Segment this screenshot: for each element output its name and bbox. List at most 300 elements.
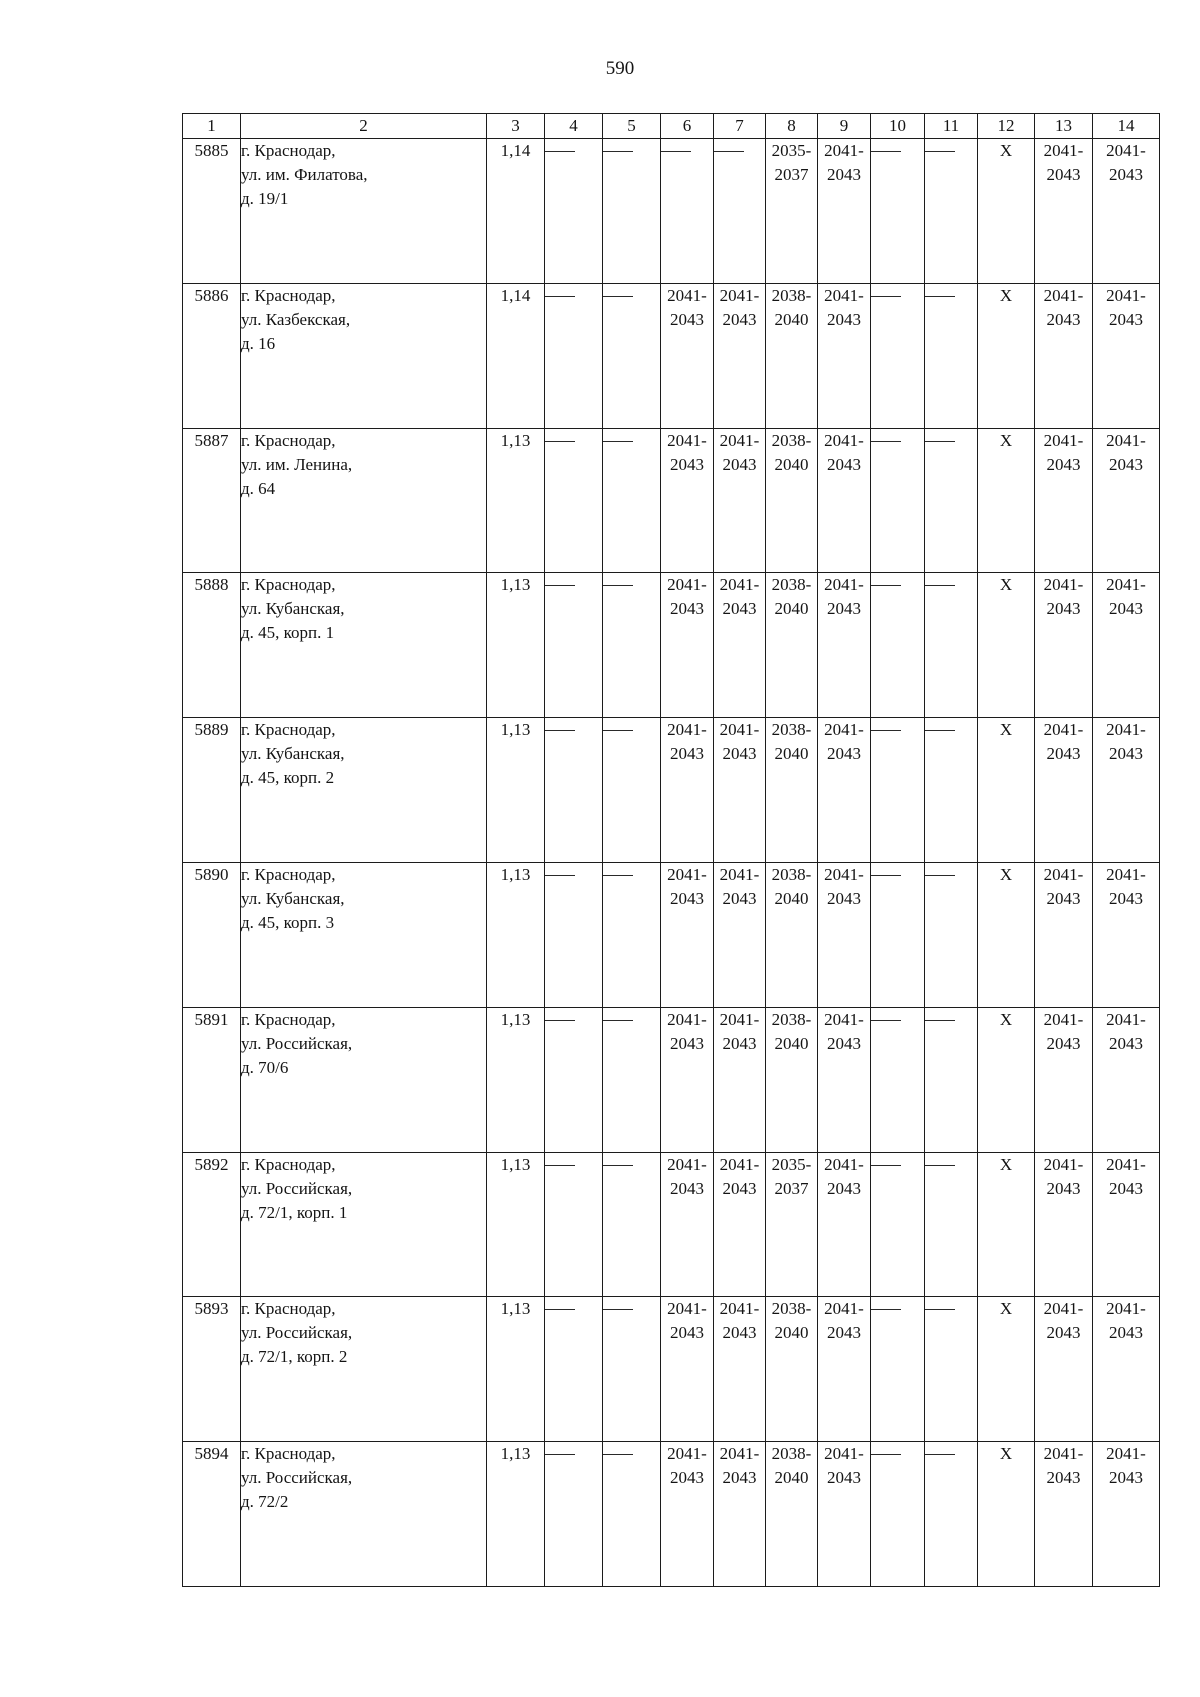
dash-line <box>925 441 955 442</box>
year-range-line: 2038- <box>771 1444 812 1464</box>
year-range-line: 2041- <box>1043 141 1084 160</box>
year-range-line: 2043 <box>1046 1468 1081 1488</box>
cell-col-10 <box>871 862 925 1007</box>
table-row <box>183 139 1160 284</box>
year-range-line: 2041- <box>824 1154 864 1174</box>
year-range-line: 2043 <box>827 454 861 474</box>
cell-col-4 <box>545 1442 603 1587</box>
year-range-line: 2043 <box>1046 599 1081 619</box>
year-range-line: 2038- <box>771 720 812 740</box>
cell-col-7 <box>714 1152 766 1297</box>
dash-mark <box>871 585 924 586</box>
dash-line <box>925 1020 955 1021</box>
cell-col-3 <box>487 718 545 863</box>
dash-mark <box>925 296 977 297</box>
cell-col-3 <box>487 283 545 428</box>
cell-col-9 <box>818 1442 871 1587</box>
cell-col-12 <box>978 573 1035 718</box>
cell-col-10 <box>871 1442 925 1587</box>
year-range-line: 2040 <box>774 1468 809 1488</box>
cell-col-13 <box>1035 428 1093 573</box>
dash-line <box>714 151 744 152</box>
cell-col-11 <box>925 1297 978 1442</box>
x-mark: X <box>999 720 1013 740</box>
cell-col-9 <box>818 139 871 284</box>
year-range-line: 2043 <box>722 599 757 619</box>
dash-mark <box>545 585 602 586</box>
dash-mark <box>545 296 602 297</box>
year-range-line: 2041- <box>1106 575 1146 595</box>
cell-col-8 <box>766 862 818 1007</box>
dash-line <box>603 730 633 731</box>
cell-col-14 <box>1093 1442 1160 1587</box>
dash-mark <box>603 1165 660 1166</box>
x-mark: X <box>999 141 1013 160</box>
dash-line <box>545 1165 575 1166</box>
year-range-line: 2043 <box>722 888 757 908</box>
cell-col-7 <box>714 1297 766 1442</box>
table-row <box>183 283 1160 428</box>
cell-col-11 <box>925 862 978 1007</box>
cell-col-11 <box>925 139 978 284</box>
year-range-line: 2041- <box>1106 720 1146 740</box>
cell-col-4 <box>545 1152 603 1297</box>
cell-col-5 <box>603 718 661 863</box>
cell-col-9 <box>818 573 871 718</box>
column-header-13: 13 <box>1035 114 1093 139</box>
year-range-line: 2043 <box>827 1178 861 1198</box>
cell-col-12 <box>978 718 1035 863</box>
year-range-line: 2043 <box>827 744 861 764</box>
year-range-line: 2041- <box>824 575 864 595</box>
cell-col-7 <box>714 139 766 284</box>
cell-col-10 <box>871 573 925 718</box>
year-range-line: 2040 <box>774 744 809 764</box>
year-range-line: 2038- <box>771 430 812 450</box>
cell-col-11 <box>925 1007 978 1152</box>
dash-mark <box>871 1165 924 1166</box>
year-range-line: 2041- <box>719 1444 760 1464</box>
cell-col-7 <box>714 1442 766 1587</box>
column-header-5: 5 <box>603 114 661 139</box>
address-cell <box>241 862 487 1007</box>
cell-col-8 <box>766 428 818 573</box>
year-range-line: 2041- <box>824 1444 864 1464</box>
cell-col-5 <box>603 139 661 284</box>
cell-col-5 <box>603 862 661 1007</box>
cell-col-13 <box>1035 1297 1093 1442</box>
dash-mark <box>871 296 924 297</box>
dash-line <box>603 875 633 876</box>
dash-mark <box>603 730 660 731</box>
dash-mark <box>545 875 602 876</box>
cell-col-12 <box>978 428 1035 573</box>
year-range-line: 2043 <box>670 309 704 329</box>
address-line: ул. Российская, <box>241 1178 353 1198</box>
dash-mark <box>545 441 602 442</box>
address-line: ул. им. Филатова, <box>241 165 368 184</box>
year-range-line: 2043 <box>1109 1033 1143 1053</box>
cell-col-14 <box>1093 1007 1160 1152</box>
year-range-line: 2043 <box>827 888 861 908</box>
cell-col-6 <box>661 862 714 1007</box>
year-range-line: 2041- <box>1043 864 1084 884</box>
year-range-line: 2041- <box>667 864 707 884</box>
registry-table <box>182 113 1160 1587</box>
cell-col-8 <box>766 283 818 428</box>
cell-col-14 <box>1093 1297 1160 1442</box>
cell-value: 1,13 <box>500 430 531 450</box>
x-mark: X <box>999 864 1013 884</box>
address-line: г. Краснодар, <box>241 1009 336 1029</box>
dash-mark <box>603 585 660 586</box>
dash-mark <box>603 1309 660 1310</box>
cell-col-6 <box>661 718 714 863</box>
dash-line <box>545 1020 575 1021</box>
year-range-line: 2043 <box>1109 454 1143 474</box>
cell-col-4 <box>545 862 603 1007</box>
cell-value: 1,13 <box>500 1444 531 1464</box>
row-number: 5887 <box>183 428 241 573</box>
year-range-line: 2041- <box>824 1009 864 1029</box>
cell-col-5 <box>603 283 661 428</box>
year-range-line: 2041- <box>1043 575 1084 595</box>
year-range-line: 2041- <box>719 1009 760 1029</box>
dash-mark <box>925 1309 977 1310</box>
address-line: ул. Российская, <box>241 1033 353 1053</box>
address-line: д. 45, корп. 2 <box>241 768 335 788</box>
cell-col-7 <box>714 283 766 428</box>
year-range-line: 2043 <box>827 1033 861 1053</box>
year-range-line: 2041- <box>719 430 760 450</box>
year-range-line: 2041- <box>1106 1299 1146 1319</box>
row-number: 5885 <box>183 139 241 284</box>
cell-col-4 <box>545 573 603 718</box>
year-range-line: 2041- <box>667 285 707 305</box>
year-range-line: 2041- <box>1043 1009 1084 1029</box>
address-line: ул. Кубанская, <box>241 744 345 764</box>
dash-line <box>545 1454 575 1455</box>
year-range-line: 2041- <box>719 1154 760 1174</box>
address-line: д. 45, корп. 1 <box>241 623 335 643</box>
cell-col-6 <box>661 139 714 284</box>
cell-col-13 <box>1035 1442 1093 1587</box>
cell-col-12 <box>978 1442 1035 1587</box>
year-range-line: 2041- <box>719 575 760 595</box>
table-row <box>183 1297 1160 1442</box>
year-range-line: 2040 <box>774 599 809 619</box>
year-range-line: 2043 <box>670 1323 704 1343</box>
address-line: г. Краснодар, <box>241 285 336 305</box>
cell-col-7 <box>714 862 766 1007</box>
cell-col-12 <box>978 1007 1035 1152</box>
cell-col-10 <box>871 1152 925 1297</box>
cell-col-7 <box>714 573 766 718</box>
cell-col-5 <box>603 1442 661 1587</box>
address-line: г. Краснодар, <box>241 430 336 450</box>
year-range-line: 2041- <box>824 864 864 884</box>
year-range-line: 2043 <box>670 744 704 764</box>
cell-col-6 <box>661 428 714 573</box>
dash-line <box>871 1309 901 1310</box>
cell-col-10 <box>871 718 925 863</box>
year-range-line: 2043 <box>1109 309 1143 329</box>
cell-col-8 <box>766 1442 818 1587</box>
dash-mark <box>603 296 660 297</box>
dash-line <box>545 585 575 586</box>
year-range-line: 2041- <box>719 1299 760 1319</box>
address-cell <box>241 428 487 573</box>
dash-line <box>925 730 955 731</box>
cell-col-3 <box>487 862 545 1007</box>
cell-col-9 <box>818 1007 871 1152</box>
address-cell <box>241 1007 487 1152</box>
dash-line <box>603 441 633 442</box>
year-range-line: 2041- <box>719 285 760 305</box>
year-range-line: 2041- <box>1106 1154 1146 1174</box>
dash-line <box>925 1454 955 1455</box>
address-line: г. Краснодар, <box>241 575 336 595</box>
year-range-line: 2043 <box>1109 1468 1143 1488</box>
year-range-line: 2043 <box>722 1323 757 1343</box>
cell-col-9 <box>818 862 871 1007</box>
cell-col-5 <box>603 1297 661 1442</box>
dash-mark <box>925 1454 977 1455</box>
address-cell <box>241 1297 487 1442</box>
page-number: 590 <box>605 58 635 79</box>
dash-line <box>871 1020 901 1021</box>
address-line: д. 64 <box>241 478 276 498</box>
year-range-line: 2043 <box>670 1468 704 1488</box>
cell-col-14 <box>1093 718 1160 863</box>
address-line: г. Краснодар, <box>241 720 336 740</box>
dash-line <box>925 296 955 297</box>
year-range-line: 2043 <box>722 744 757 764</box>
year-range-line: 2041- <box>1106 430 1146 450</box>
year-range-line: 2041- <box>824 430 864 450</box>
column-header-7: 7 <box>714 114 766 139</box>
year-range-line: 2041- <box>824 141 864 160</box>
year-range-line: 2041- <box>1043 285 1084 305</box>
year-range-line: 2043 <box>722 454 757 474</box>
year-range-line: 2041- <box>667 1299 707 1319</box>
year-range-line: 2043 <box>1046 1178 1081 1198</box>
address-cell <box>241 283 487 428</box>
dash-mark <box>871 875 924 876</box>
year-range-line: 2038- <box>771 864 812 884</box>
cell-col-7 <box>714 1007 766 1152</box>
year-range-line: 2043 <box>1046 165 1081 184</box>
year-range-line: 2041- <box>824 1299 864 1319</box>
address-cell <box>241 1442 487 1587</box>
cell-col-6 <box>661 283 714 428</box>
year-range-line: 2043 <box>670 888 704 908</box>
dash-line <box>603 1020 633 1021</box>
table-row <box>183 1007 1160 1152</box>
header-row <box>183 114 1160 139</box>
year-range-line: 2041- <box>667 720 707 740</box>
cell-col-4 <box>545 428 603 573</box>
year-range-line: 2038- <box>771 1009 812 1029</box>
year-range-line: 2040 <box>774 309 809 329</box>
dash-mark <box>545 1454 602 1455</box>
cell-col-12 <box>978 1152 1035 1297</box>
cell-col-4 <box>545 283 603 428</box>
address-line: г. Краснодар, <box>241 864 336 884</box>
cell-col-11 <box>925 1442 978 1587</box>
year-range-line: 2043 <box>1109 1323 1143 1343</box>
cell-col-4 <box>545 1297 603 1442</box>
dash-line <box>871 585 901 586</box>
address-line: д. 45, корп. 3 <box>241 912 335 932</box>
dash-line <box>545 1309 575 1310</box>
year-range-line: 2035- <box>771 141 812 160</box>
table-row <box>183 862 1160 1007</box>
cell-col-9 <box>818 1297 871 1442</box>
cell-value: 1,14 <box>500 141 531 160</box>
cell-col-4 <box>545 139 603 284</box>
dash-mark <box>925 875 977 876</box>
cell-col-9 <box>818 283 871 428</box>
x-mark: X <box>999 1009 1013 1029</box>
row-number: 5890 <box>183 862 241 1007</box>
column-header-6: 6 <box>661 114 714 139</box>
x-mark: X <box>999 430 1013 450</box>
cell-col-14 <box>1093 862 1160 1007</box>
cell-col-8 <box>766 1297 818 1442</box>
cell-col-10 <box>871 1297 925 1442</box>
dash-mark <box>545 1309 602 1310</box>
table-row <box>183 573 1160 718</box>
address-cell <box>241 718 487 863</box>
dash-line <box>603 151 633 152</box>
dash-mark <box>925 441 977 442</box>
row-number: 5888 <box>183 573 241 718</box>
dash-line <box>545 730 575 731</box>
year-range-line: 2040 <box>774 888 809 908</box>
address-line: г. Краснодар, <box>241 1299 336 1319</box>
table-body <box>183 139 1160 1587</box>
dash-mark <box>871 1309 924 1310</box>
column-header-12: 12 <box>978 114 1035 139</box>
year-range-line: 2043 <box>1046 1323 1081 1343</box>
year-range-line: 2038- <box>771 575 812 595</box>
cell-value: 1,13 <box>500 1154 531 1174</box>
dash-mark <box>545 730 602 731</box>
cell-col-5 <box>603 1152 661 1297</box>
cell-col-9 <box>818 428 871 573</box>
year-range-line: 2043 <box>722 1178 757 1198</box>
year-range-line: 2041- <box>1106 864 1146 884</box>
cell-col-6 <box>661 1152 714 1297</box>
year-range-line: 2043 <box>722 1468 757 1488</box>
year-range-line: 2043 <box>670 454 704 474</box>
year-range-line: 2043 <box>1109 1178 1143 1198</box>
year-range-line: 2043 <box>827 1323 861 1343</box>
year-range-line: 2040 <box>774 1033 809 1053</box>
table-row <box>183 1152 1160 1297</box>
dash-mark <box>871 1020 924 1021</box>
cell-col-5 <box>603 428 661 573</box>
x-mark: X <box>999 1299 1013 1319</box>
year-range-line: 2041- <box>667 575 707 595</box>
address-cell <box>241 1152 487 1297</box>
year-range-line: 2043 <box>827 165 861 184</box>
column-header-2: 2 <box>241 114 487 139</box>
row-number: 5894 <box>183 1442 241 1587</box>
year-range-line: 2041- <box>1106 285 1146 305</box>
dash-mark <box>925 730 977 731</box>
cell-col-10 <box>871 283 925 428</box>
table-row <box>183 428 1160 573</box>
dash-mark <box>925 151 977 152</box>
address-line: д. 72/1, корп. 2 <box>241 1347 348 1367</box>
address-line: д. 19/1 <box>241 189 289 208</box>
address-line: г. Краснодар, <box>241 1154 336 1174</box>
dash-mark <box>661 151 713 152</box>
dash-mark <box>871 730 924 731</box>
cell-col-10 <box>871 139 925 284</box>
year-range-line: 2043 <box>722 309 757 329</box>
year-range-line: 2041- <box>667 430 707 450</box>
dash-mark <box>925 1165 977 1166</box>
address-cell <box>241 573 487 718</box>
dash-line <box>603 1165 633 1166</box>
cell-col-14 <box>1093 1152 1160 1297</box>
cell-col-8 <box>766 573 818 718</box>
year-range-line: 2043 <box>1046 454 1081 474</box>
year-range-line: 2041- <box>1043 1154 1084 1174</box>
cell-col-6 <box>661 1442 714 1587</box>
year-range-line: 2043 <box>827 599 861 619</box>
year-range-line: 2040 <box>774 1323 809 1343</box>
year-range-line: 2037 <box>774 165 809 184</box>
cell-col-8 <box>766 1152 818 1297</box>
row-number: 5893 <box>183 1297 241 1442</box>
year-range-line: 2038- <box>771 1299 812 1319</box>
cell-col-3 <box>487 1007 545 1152</box>
cell-col-6 <box>661 573 714 718</box>
dash-mark <box>925 1020 977 1021</box>
dash-line <box>871 1165 901 1166</box>
dash-mark <box>603 151 660 152</box>
cell-col-8 <box>766 718 818 863</box>
year-range-line: 2043 <box>1109 744 1143 764</box>
dash-mark <box>603 1020 660 1021</box>
cell-value: 1,13 <box>500 720 531 740</box>
cell-col-14 <box>1093 139 1160 284</box>
column-header-11: 11 <box>925 114 978 139</box>
row-number: 5891 <box>183 1007 241 1152</box>
year-range-line: 2043 <box>1046 1033 1081 1053</box>
dash-mark <box>714 151 765 152</box>
year-range-line: 2041- <box>1043 1444 1084 1464</box>
cell-col-12 <box>978 283 1035 428</box>
cell-col-6 <box>661 1007 714 1152</box>
year-range-line: 2041- <box>719 720 760 740</box>
dash-line <box>545 296 575 297</box>
cell-col-7 <box>714 718 766 863</box>
dash-line <box>871 441 901 442</box>
dash-line <box>925 875 955 876</box>
dash-mark <box>603 875 660 876</box>
year-range-line: 2041- <box>667 1444 707 1464</box>
year-range-line: 2043 <box>1109 888 1143 908</box>
cell-col-11 <box>925 428 978 573</box>
column-header-4: 4 <box>545 114 603 139</box>
year-range-line: 2037 <box>774 1178 809 1198</box>
cell-col-8 <box>766 139 818 284</box>
